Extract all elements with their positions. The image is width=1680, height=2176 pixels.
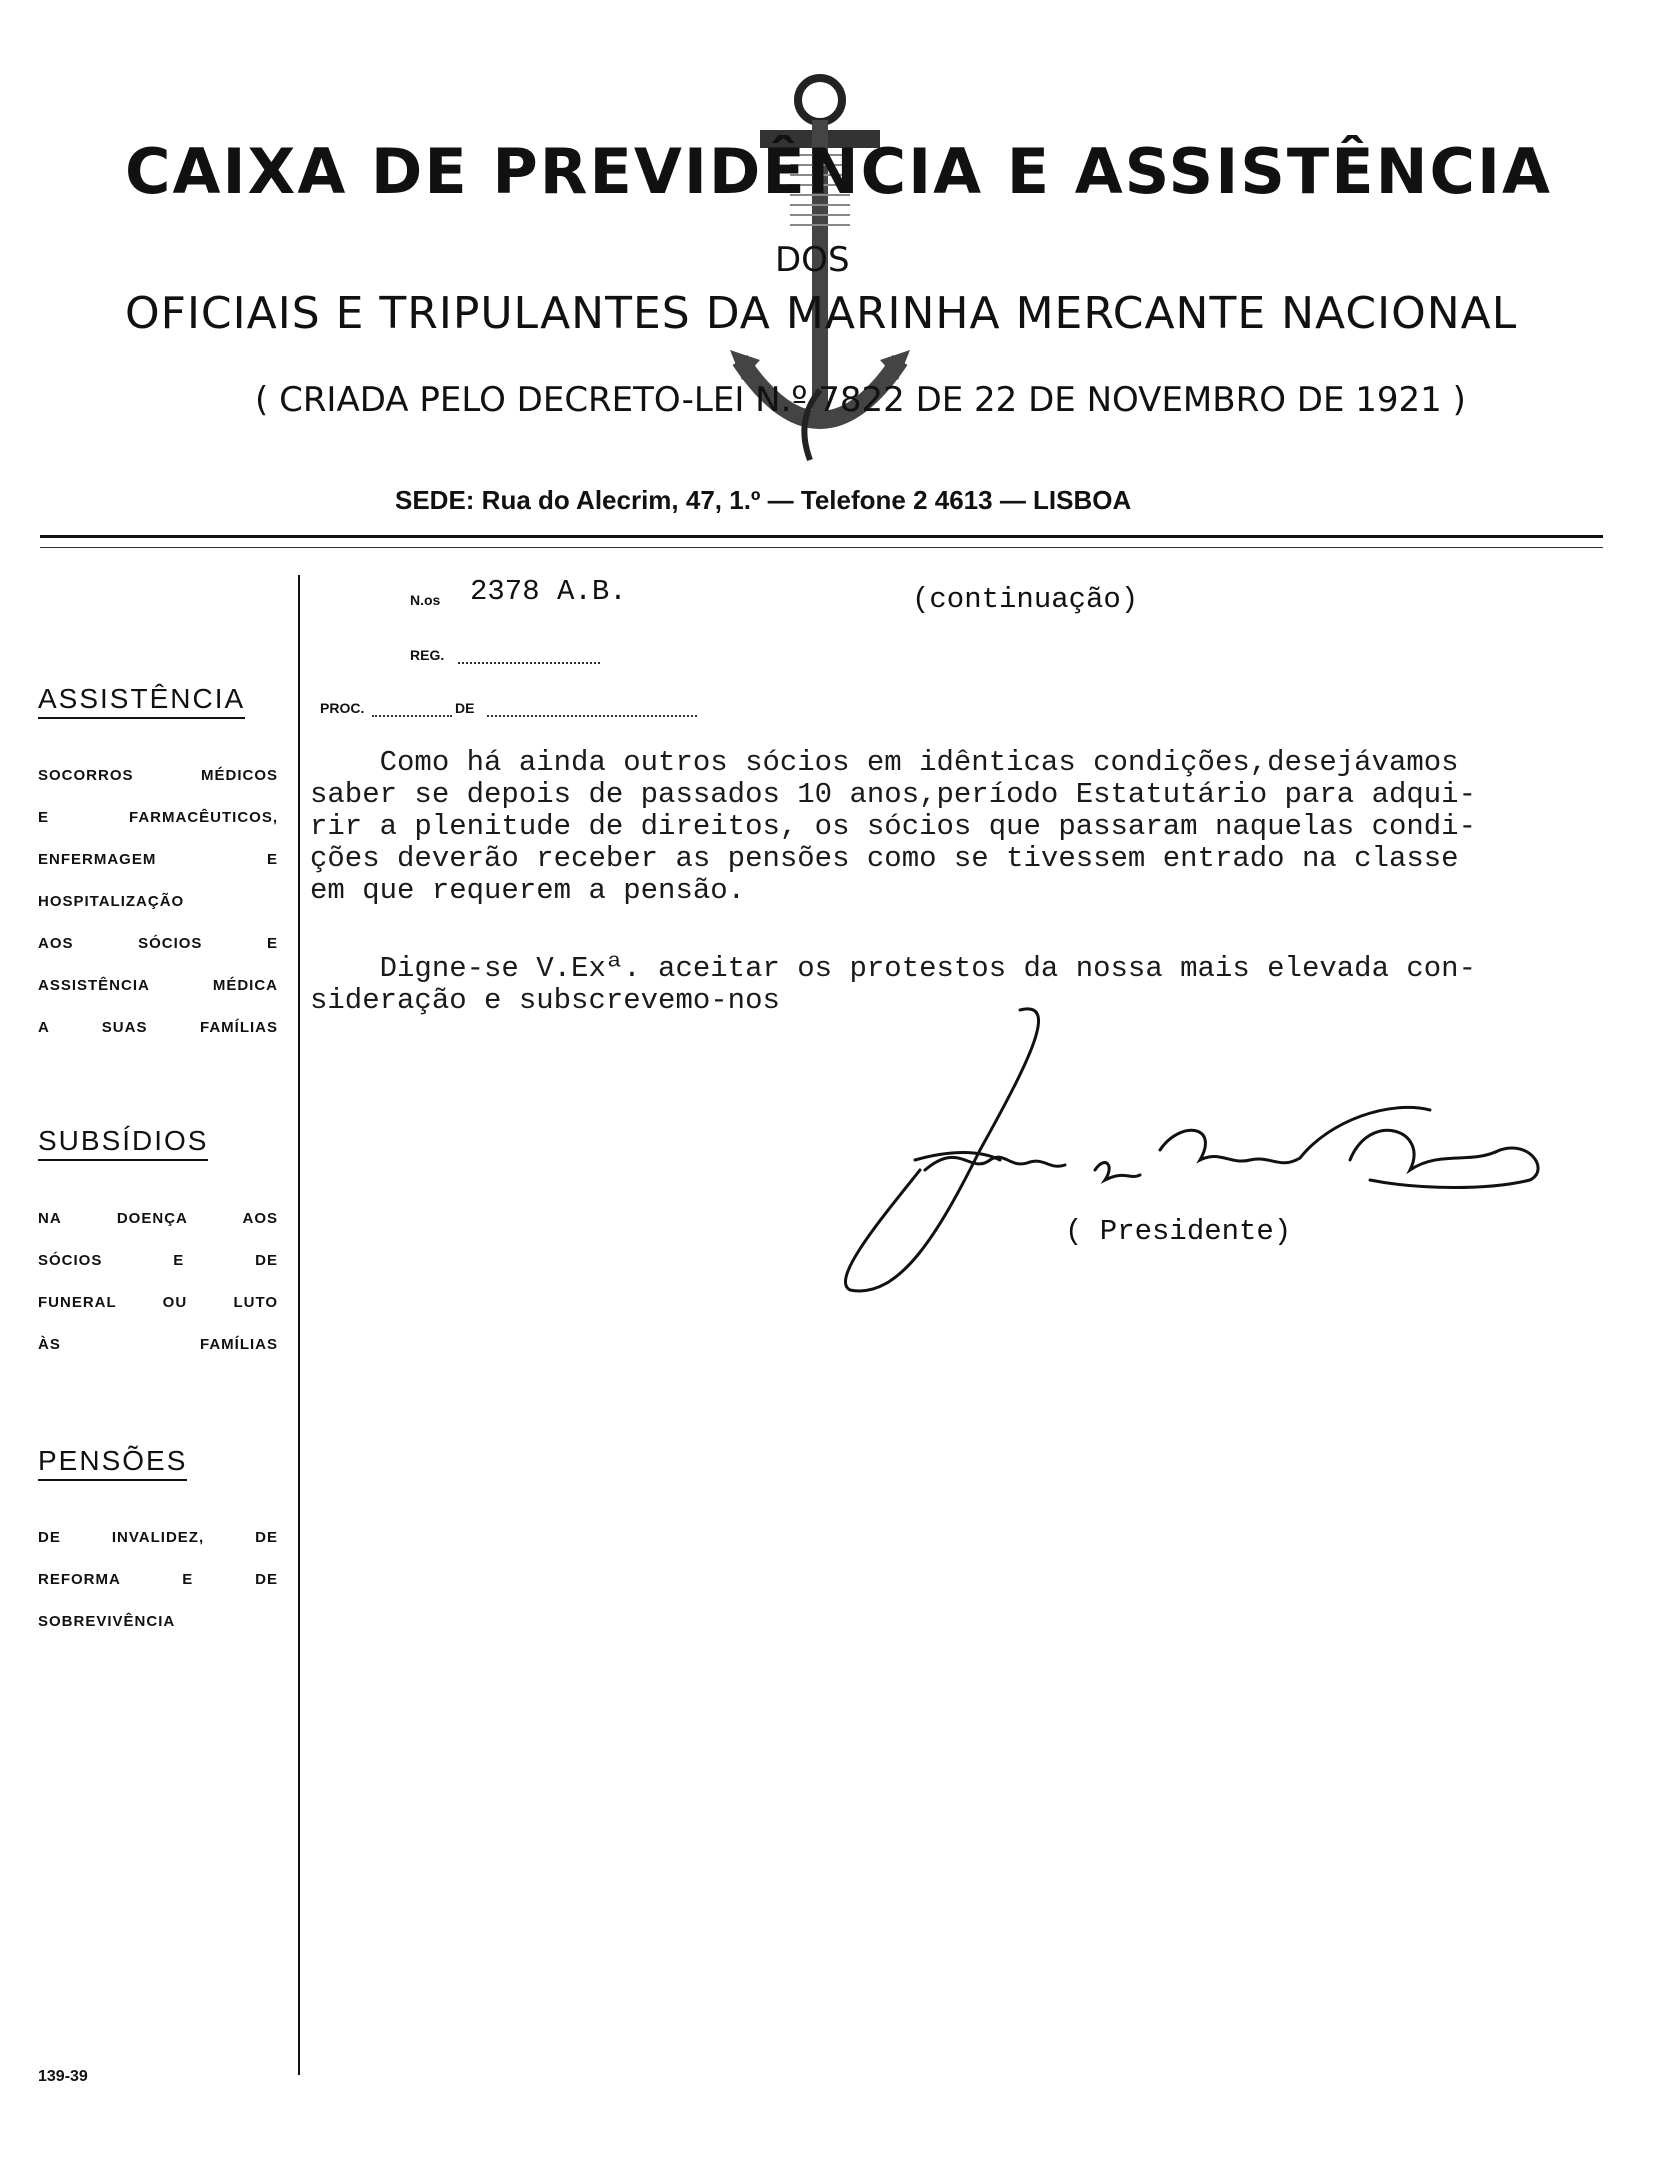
sidebar-line: REFORMA E DE <box>38 1571 278 1588</box>
sidebar-line: AOS SÓCIOS E <box>38 935 278 952</box>
number-label: N.os <box>410 592 441 608</box>
sidebar-line: NA DOENÇA AOS <box>38 1210 278 1227</box>
header-rule-thin <box>40 547 1603 548</box>
sidebar-line: ASSISTÊNCIA MÉDICA <box>38 977 278 994</box>
address-line: SEDE: Rua do Alecrim, 47, 1.º — Telefone 2 4613 — LISBOA <box>395 485 1132 515</box>
decree-line: ( CRIADA PELO DECRETO-LEI N.º 7822 DE 22 DE NOVEMBRO DE 1921 ) <box>255 380 1466 420</box>
sidebar-list-assistencia <box>38 755 278 1049</box>
sidebar-line: SÓCIOS E DE <box>38 1252 278 1269</box>
reg-field-line <box>458 662 600 664</box>
sidebar-line: E FARMACÊUTICOS, <box>38 809 278 826</box>
text-line: saber se depois de passados 10 anos,período Estatutário para adqui- <box>310 778 1476 811</box>
header-rule <box>40 535 1603 538</box>
sidebar-heading-pensoes: PENSÕES <box>38 1445 187 1481</box>
proc-field-line <box>372 715 452 717</box>
organization-title: CAIXA DE PREVIDÊNCIA E ASSISTÊNCIA <box>125 135 1553 208</box>
title-connector: DOS <box>775 240 850 280</box>
proc-label: PROC. <box>320 700 365 716</box>
text-line: sideração e subscrevemo-nos <box>310 984 780 1017</box>
text-line: Digne-se V.Exª. aceitar os protestos da nossa mais elevada con- <box>310 952 1476 985</box>
sidebar-heading-subsidios: SUBSÍDIOS <box>38 1125 208 1161</box>
text-line: rir a plenitude de direitos, os sócios que passaram naquelas condi- <box>310 810 1476 843</box>
sidebar-list-subsidios <box>38 1198 278 1366</box>
de-label: DE <box>455 700 475 716</box>
sidebar-line: ENFERMAGEM E <box>38 851 278 868</box>
reg-label: REG. <box>410 647 445 663</box>
continuation-note: (continuação) <box>912 583 1139 616</box>
sidebar-line: SOCORROS MÉDICOS <box>38 767 278 784</box>
text-line: Como há ainda outros sócios em idênticas condições,desejávamos <box>310 746 1459 779</box>
letter-paragraph-1 <box>310 747 1610 907</box>
number-value: 2378 A.B. <box>470 575 627 608</box>
sidebar-line: HOSPITALIZAÇÃO <box>38 893 185 910</box>
sidebar-line: ÀS FAMÍLIAS <box>38 1336 278 1353</box>
text-line: ções deverão receber as pensões como se tivessem entrado na classe <box>310 842 1459 875</box>
sidebar-list-pensoes <box>38 1517 278 1643</box>
handwritten-signature <box>830 1000 1590 1300</box>
sidebar-line: DE INVALIDEZ, DE <box>38 1529 278 1546</box>
sidebar-divider <box>298 575 300 2075</box>
sidebar-line: A SUAS FAMÍLIAS <box>38 1019 278 1036</box>
form-code: 139-39 <box>38 2068 88 2085</box>
sidebar-line: SOBREVIVÊNCIA <box>38 1613 176 1630</box>
de-field-line <box>487 715 697 717</box>
signer-role: ( Presidente) <box>1065 1215 1292 1248</box>
text-line: em que requerem a pensão. <box>310 874 746 907</box>
sidebar-heading-assistencia: ASSISTÊNCIA <box>38 683 245 719</box>
organization-subtitle: OFICIAIS E TRIPULANTES DA MARINHA MERCANTE NACIONAL <box>125 288 1518 339</box>
sidebar-line: FUNERAL OU LUTO <box>38 1294 278 1311</box>
